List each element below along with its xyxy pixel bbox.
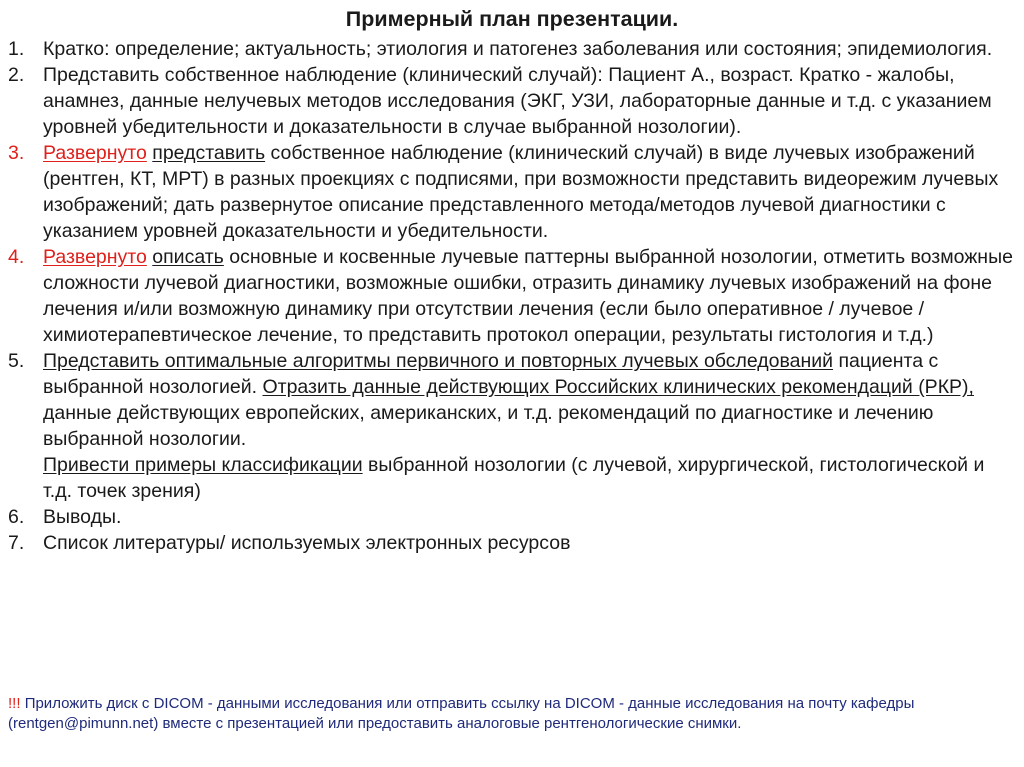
item-text: Выводы. bbox=[43, 506, 122, 528]
list-item-3 bbox=[8, 140, 1016, 244]
plan-list bbox=[8, 36, 1016, 556]
item-text: Кратко: определение; актуальность; этиология и патогенез заболевания или состояния; эпидемиология. bbox=[43, 38, 993, 60]
list-item-4 bbox=[8, 244, 1016, 348]
item-underlined-text: Отразить данные действующих Российских клинических рекомендаций (РКР), bbox=[262, 376, 974, 398]
item-text: данные действующих европейских, американских, и т.д. рекомендаций по диагностике и лечению выбранной нозологии. bbox=[43, 402, 934, 450]
list-item-5 bbox=[8, 348, 1016, 504]
list-item-2 bbox=[8, 62, 1016, 140]
list-item-1 bbox=[8, 36, 1016, 62]
item-text: Список литературы/ используемых электронных ресурсов bbox=[43, 532, 571, 554]
item-number: 2. bbox=[8, 64, 25, 86]
item-red-keyword: Развернуто bbox=[43, 246, 147, 268]
item-number: 7. bbox=[8, 532, 25, 554]
exclamation-marks: !!! bbox=[8, 695, 21, 712]
item-text: пациента с выбранной нозологией. bbox=[43, 350, 939, 398]
list-item-7 bbox=[8, 530, 1016, 556]
item-number: 6. bbox=[8, 506, 25, 528]
list-item-6 bbox=[8, 504, 1016, 530]
footnote bbox=[8, 694, 1008, 733]
item-underlined-text: Представить оптимальные алгоритмы первичного и повторных лучевых обследований bbox=[43, 350, 834, 372]
item-text: собственное наблюдение (клинический случай) в виде лучевых изображений (рентген, КТ, МРТ) в разных проекциях с подписями, при возможности представить видеорежим лучевых изображений; дать развернутое описание представленного метода/методов лучевой диагностики с указанием уровней доказательности и убедительности. bbox=[43, 142, 999, 242]
item-underlined-text: Привести примеры классификации bbox=[43, 454, 363, 476]
item-number: 5. bbox=[8, 350, 25, 372]
item-underlined-verb: описать bbox=[152, 246, 224, 268]
item-number: 4. bbox=[8, 246, 25, 268]
slide-title: Примерный план презентации. bbox=[345, 7, 679, 31]
item-text: основные и косвенные лучевые паттерны выбранной нозологии, отметить возможные сложности лучевой диагностики, возможные ошибки, отразить динамику лучевых изображений на фоне лечения и/или возможную динамику при отсутствии лечения (если было оперативное / лучевое / химиотерапевтическое лечение, то представить протокол операции, результаты гистология и т.д.) bbox=[43, 246, 1013, 346]
item-text: выбранной нозологии (с лучевой, хирургической, гистологической и т.д. точек зрения) bbox=[43, 454, 985, 502]
item-text: Представить собственное наблюдение (клинический случай): Пациент А., возраст. Кратко - жалобы, анамнез, данные нелучевых методов исследования (ЭКГ, УЗИ, лабораторные данные и т.д. с указанием уровней убедительности и доказательности в случае выбранной нозологии). bbox=[43, 64, 992, 138]
item-number: 3. bbox=[8, 142, 25, 164]
item-underlined-verb: представить bbox=[152, 142, 266, 164]
footnote-text: Приложить диск с DICOM - данными исследования или отправить ссылку на DICOM - данные исследования на почту кафедры (rentgen@pimunn.net) вместе с презентацией или предоставить аналоговые рентгенологические снимки. bbox=[8, 695, 915, 732]
item-red-keyword: Развернуто bbox=[43, 142, 147, 164]
item-number: 1. bbox=[8, 38, 25, 60]
